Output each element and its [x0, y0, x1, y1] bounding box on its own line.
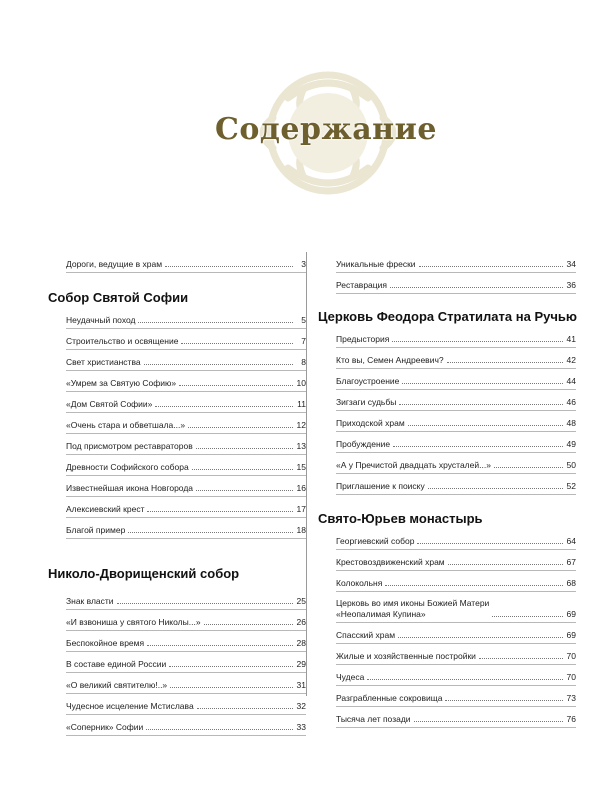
toc-leader — [492, 616, 563, 617]
toc-entry[interactable] — [336, 623, 576, 644]
toc-entry[interactable] — [66, 308, 306, 329]
toc-entry[interactable] — [336, 432, 576, 453]
toc-entry-page: 64 — [566, 536, 576, 546]
toc-leader — [146, 729, 293, 730]
toc-leader — [147, 511, 293, 512]
section-heading: Свято-Юрьев монастырь — [318, 511, 483, 526]
toc-entry-page: 32 — [296, 701, 306, 711]
toc-entry-page: 76 — [566, 714, 576, 724]
toc-entry-label: Жилые и хозяйственные постройки — [336, 651, 476, 661]
toc-leader — [138, 322, 293, 323]
toc-entry[interactable] — [336, 453, 576, 474]
toc-entry-page: 50 — [566, 460, 576, 470]
section-heading: Николо-Дворищенский собор — [48, 566, 240, 581]
toc-entry-page: 15 — [296, 462, 306, 472]
toc-leader — [398, 637, 563, 638]
page-title: Содержание — [215, 112, 437, 147]
toc-entry-page: 31 — [296, 680, 306, 690]
toc-leader — [169, 666, 293, 667]
toc-entry-page: 46 — [566, 397, 576, 407]
toc-leader — [390, 287, 563, 288]
toc-entry[interactable] — [336, 665, 576, 686]
toc-entry[interactable] — [66, 434, 306, 455]
toc-entry-page: 67 — [566, 557, 576, 567]
toc-entry[interactable] — [336, 686, 576, 707]
toc-entry[interactable] — [66, 518, 306, 539]
toc-section-list — [66, 308, 306, 539]
toc-leader — [393, 446, 563, 447]
toc-entry[interactable] — [336, 474, 576, 495]
section-heading: Собор Святой Софии — [48, 290, 189, 305]
toc-entry[interactable] — [66, 413, 306, 434]
toc-entry-label: Под присмотром реставраторов — [66, 441, 193, 451]
toc-leader — [479, 658, 563, 659]
toc-leader — [399, 404, 563, 405]
toc-entry-label: Приходской храм — [336, 418, 405, 428]
toc-entry-label-line2: «Неопалимая Купина» — [336, 609, 426, 619]
toc-entry-label: Чудеса — [336, 672, 365, 682]
toc-entry-label: Пробуждение — [336, 439, 391, 449]
toc-left-column — [48, 252, 306, 736]
toc-leader — [170, 687, 293, 688]
toc-entry[interactable] — [66, 329, 306, 350]
toc-entry-label: Древности Софийского собора — [66, 462, 189, 472]
toc-entry-label: Реставрация — [336, 280, 387, 290]
toc-entry[interactable] — [336, 707, 576, 728]
toc-leader — [117, 603, 293, 604]
toc-entry[interactable] — [336, 369, 576, 390]
toc-leader — [448, 564, 563, 565]
toc-leader — [196, 490, 293, 491]
toc-leader — [165, 266, 293, 267]
toc-right-column — [318, 252, 576, 728]
toc-intro-list — [66, 252, 306, 273]
toc-entry-label: Спасский храм — [336, 630, 396, 640]
toc-leader — [181, 343, 293, 344]
toc-entry[interactable] — [336, 644, 576, 665]
toc-leader — [417, 543, 563, 544]
toc-entry[interactable] — [336, 390, 576, 411]
toc-entry[interactable] — [66, 350, 306, 371]
toc-entry-page: 70 — [566, 651, 576, 661]
toc-entry[interactable] — [66, 476, 306, 497]
toc-entry-page: 29 — [296, 659, 306, 669]
toc-entry-label: «Очень стара и обветшала...» — [66, 420, 186, 430]
toc-intro-list — [336, 252, 576, 294]
toc-entry[interactable] — [336, 348, 576, 369]
toc-entry-page: 52 — [566, 481, 576, 491]
toc-leader — [392, 341, 563, 342]
toc-entry[interactable] — [336, 327, 576, 348]
toc-entry-page: 41 — [566, 334, 576, 344]
toc-entry-page: 68 — [566, 578, 576, 588]
toc-entry-label: Предыстория — [336, 334, 390, 344]
toc-entry-label: Дороги, ведущие в храм — [66, 259, 163, 269]
toc-leader — [128, 532, 293, 533]
toc-entry-page: 8 — [301, 357, 306, 367]
toc-leader — [367, 679, 563, 680]
toc-entry-label: Георгиевский собор — [336, 536, 415, 546]
toc-entry[interactable] — [66, 455, 306, 476]
toc-section-list — [66, 589, 306, 736]
toc-entry-page: 25 — [296, 596, 306, 606]
toc-section-list — [336, 529, 576, 728]
toc-entry[interactable] — [66, 652, 306, 673]
toc-leader — [402, 383, 563, 384]
toc-entry-label: В составе единой России — [66, 659, 167, 669]
toc-entry-page: 13 — [296, 441, 306, 451]
toc-leader — [147, 645, 293, 646]
toc-entry-page: 36 — [566, 280, 576, 290]
toc-entry-page: 11 — [297, 399, 306, 409]
toc-entry-page: 5 — [301, 315, 306, 325]
toc-entry-label: Знак власти — [66, 596, 114, 606]
toc-entry[interactable] — [66, 589, 306, 610]
toc-entry-label: Беспокойное время — [66, 638, 145, 648]
toc-leader — [408, 425, 563, 426]
toc-entry-label: «О великий святителю!..» — [66, 680, 168, 690]
toc-entry[interactable] — [66, 715, 306, 736]
toc-entry[interactable] — [336, 252, 576, 273]
toc-leader — [428, 488, 563, 489]
toc-entry[interactable] — [66, 631, 306, 652]
toc-entry-page: 49 — [566, 439, 576, 449]
toc-entry-page: 48 — [566, 418, 576, 428]
toc-entry[interactable] — [66, 497, 306, 518]
toc-entry-label: Крестовоздвиженский храм — [336, 557, 445, 567]
toc-leader — [197, 708, 293, 709]
toc-entry-label: «Умрем за Святую Софию» — [66, 378, 177, 388]
toc-entry[interactable] — [336, 571, 576, 592]
toc-entry-page: 12 — [296, 420, 306, 430]
toc-entry-page: 42 — [566, 355, 576, 365]
toc-entry[interactable] — [66, 610, 306, 631]
toc-entry-label: «Дом Святой Софии» — [66, 399, 153, 409]
toc-leader — [385, 585, 563, 586]
toc-entry-page: 3 — [301, 259, 306, 269]
toc-entry[interactable] — [66, 673, 306, 694]
toc-entry-label: Строительство и освящение — [66, 336, 179, 346]
toc-entry-page: 7 — [301, 336, 306, 346]
toc-leader — [204, 624, 293, 625]
toc-section-list — [336, 327, 576, 495]
toc-entry-label: Колокольня — [336, 578, 383, 588]
toc-entry[interactable] — [66, 694, 306, 715]
toc-leader — [414, 721, 563, 722]
toc-entry-label: Благой пример — [66, 525, 126, 535]
toc-entry-label: Известнейшая икона Новгорода — [66, 483, 194, 493]
toc-entry[interactable] — [336, 592, 576, 623]
toc-entry-label: Неудачный поход — [66, 315, 136, 325]
toc-entry-label — [336, 598, 489, 622]
toc-entry-label-line1: Церковь во имя иконы Божией Матери — [336, 598, 490, 608]
section-heading: Церковь Феодора Стратилата на Ручью — [318, 309, 577, 324]
column-divider — [306, 252, 307, 696]
toc-entry-page: 18 — [296, 525, 306, 535]
toc-entry-page: 44 — [566, 376, 576, 386]
toc-entry[interactable] — [336, 273, 576, 294]
toc-leader — [179, 385, 293, 386]
toc-entry-label: Алексиевский крест — [66, 504, 145, 514]
toc-entry-page: 33 — [296, 722, 306, 732]
toc-entry-page: 70 — [566, 672, 576, 682]
toc-entry[interactable] — [66, 252, 306, 273]
toc-entry-label: Приглашение к поиску — [336, 481, 425, 491]
toc-leader — [188, 427, 293, 428]
toc-entry-label: Чудесное исцеление Мстислава — [66, 701, 194, 711]
toc-entry-page: 28 — [296, 638, 306, 648]
toc-leader — [445, 700, 563, 701]
toc-leader — [447, 362, 563, 363]
toc-entry-label: «И взвониша у святого Николы...» — [66, 617, 201, 627]
toc-entry-label: Разграбленные сокровища — [336, 693, 443, 703]
toc-entry[interactable] — [336, 529, 576, 550]
toc-entry-label: «А у Пречистой двадцать хрусталей...» — [336, 460, 491, 470]
toc-leader — [419, 266, 563, 267]
toc-entry-page: 26 — [296, 617, 306, 627]
toc-entry-page: 69 — [566, 609, 576, 619]
toc-entry[interactable] — [336, 411, 576, 432]
toc-entry-label: Свет христианства — [66, 357, 141, 367]
toc-leader — [155, 406, 293, 407]
toc-leader — [196, 448, 293, 449]
toc-entry-page: 10 — [296, 378, 306, 388]
toc-entry-page: 34 — [566, 259, 576, 269]
toc-leader — [144, 364, 293, 365]
toc-entry[interactable] — [66, 392, 306, 413]
toc-entry-label: Тысяча лет позади — [336, 714, 411, 724]
toc-leader — [192, 469, 293, 470]
toc-entry-label: Уникальные фрески — [336, 259, 416, 269]
toc-entry[interactable] — [66, 371, 306, 392]
toc-entry-label: Кто вы, Семен Андреевич? — [336, 355, 444, 365]
toc-entry-page: 17 — [296, 504, 306, 514]
toc-entry-label: «Соперник» Софии — [66, 722, 144, 732]
toc-entry-page: 73 — [566, 693, 576, 703]
toc-entry[interactable] — [336, 550, 576, 571]
toc-leader — [494, 467, 563, 468]
toc-entry-page: 16 — [296, 483, 306, 493]
toc-entry-page: 69 — [566, 630, 576, 640]
toc-entry-label: Зигзаги судьбы — [336, 397, 397, 407]
toc-entry-label: Благоустроение — [336, 376, 400, 386]
